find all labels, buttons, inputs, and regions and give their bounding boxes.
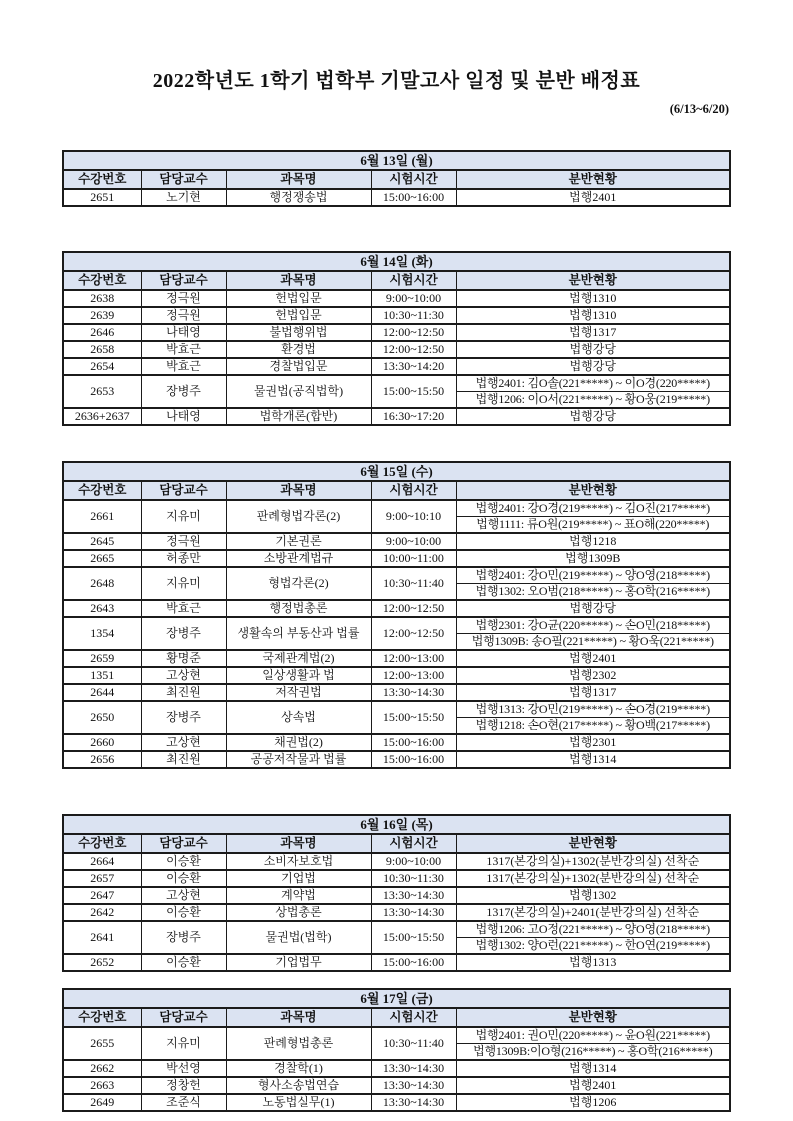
day-header-row [63, 462, 730, 481]
cell-assignment: 1317(본강의실)+2401(분반강의실) 선착순 [456, 904, 730, 921]
table-row [63, 870, 730, 887]
cell-subject: 노동법실무(1) [226, 1094, 371, 1111]
table-row [63, 904, 730, 921]
table-row [63, 307, 730, 324]
cell-course-no: 1354 [63, 617, 141, 650]
cell-subject: 기본권론 [226, 533, 371, 550]
cell-time: 9:00~10:00 [371, 853, 456, 870]
cell-assignment: 법행1317 [456, 684, 730, 701]
cell-subject: 헌법입문 [226, 307, 371, 324]
cell-time: 12:00~12:50 [371, 341, 456, 358]
cell-assignment: 법행2301 [456, 734, 730, 751]
cell-professor: 정창헌 [141, 1077, 226, 1094]
schedule-table-day-3 [62, 461, 731, 769]
cell-subject: 형사소송법연습 [226, 1077, 371, 1094]
cell-course-no: 2655 [63, 1027, 141, 1060]
cell-assignment: 법행1302: 양O런(221*****) ~ 한O연(219*****) [456, 938, 730, 955]
cell-subject: 계약법 [226, 887, 371, 904]
cell-subject: 소비자보호법 [226, 853, 371, 870]
cell-professor: 나태영 [141, 324, 226, 341]
cell-professor: 장병주 [141, 617, 226, 650]
cell-professor: 이승환 [141, 870, 226, 887]
day-header-row [63, 151, 730, 170]
cell-professor: 지유미 [141, 500, 226, 533]
day-header: 6월 16일 (목) [63, 815, 730, 834]
cell-course-no: 2660 [63, 734, 141, 751]
cell-professor: 최진원 [141, 751, 226, 768]
cell-time: 13:30~14:30 [371, 1094, 456, 1111]
column-header: 과목명 [226, 271, 371, 290]
cell-assignment: 법행강당 [456, 341, 730, 358]
day-header-row [63, 815, 730, 834]
table-row [63, 921, 730, 938]
column-header: 과목명 [226, 481, 371, 500]
cell-assignment: 법행1206 [456, 1094, 730, 1111]
cell-course-no: 2646 [63, 324, 141, 341]
cell-professor: 이승환 [141, 904, 226, 921]
cell-professor: 장병주 [141, 921, 226, 954]
cell-course-no: 2665 [63, 550, 141, 567]
cell-professor: 이승환 [141, 853, 226, 870]
cell-assignment: 법행2401: 권O민(220*****) ~ 윤O원(221*****) [456, 1027, 730, 1044]
day-header: 6월 14일 (화) [63, 252, 730, 271]
cell-time: 13:30~14:30 [371, 1077, 456, 1094]
column-header: 시험시간 [371, 834, 456, 853]
cell-professor: 지유미 [141, 1027, 226, 1060]
column-header: 분반현황 [456, 170, 730, 189]
cell-professor: 노기현 [141, 189, 226, 206]
cell-assignment: 법행강당 [456, 600, 730, 617]
column-header: 시험시간 [371, 1008, 456, 1027]
cell-time: 15:00~15:50 [371, 921, 456, 954]
cell-subject: 헌법입문 [226, 290, 371, 307]
column-header: 과목명 [226, 1008, 371, 1027]
cell-professor: 장병주 [141, 701, 226, 734]
cell-professor: 허종만 [141, 550, 226, 567]
cell-assignment: 법행1310 [456, 307, 730, 324]
cell-time: 15:00~16:00 [371, 751, 456, 768]
cell-subject: 행정쟁송법 [226, 189, 371, 206]
cell-subject: 경찰법입문 [226, 358, 371, 375]
cell-assignment: 법행1206: 고O정(221*****) ~ 양O영(218*****) [456, 921, 730, 938]
cell-subject: 판례형법총론 [226, 1027, 371, 1060]
cell-assignment: 법행2301: 강O균(220*****) ~ 손O민(218*****) [456, 617, 730, 634]
cell-assignment: 법행1302 [456, 887, 730, 904]
cell-assignment: 법행1218: 손O현(217*****) ~ 황O백(217*****) [456, 718, 730, 735]
table-row [63, 1094, 730, 1111]
cell-time: 10:00~11:00 [371, 550, 456, 567]
day-header: 6월 13일 (월) [63, 151, 730, 170]
cell-professor: 정극원 [141, 290, 226, 307]
cell-subject: 채권법(2) [226, 734, 371, 751]
cell-assignment: 법행2401 [456, 189, 730, 206]
cell-assignment: 법행1314 [456, 1060, 730, 1077]
cell-time: 12:00~13:00 [371, 667, 456, 684]
cell-assignment: 법행1309B [456, 550, 730, 567]
table-row [63, 617, 730, 634]
cell-assignment: 법행1302: 오O범(218*****) ~ 홍O학(216*****) [456, 584, 730, 601]
cell-course-no: 2648 [63, 567, 141, 600]
cell-assignment: 법행강당 [456, 408, 730, 425]
cell-assignment: 법행1313: 강O민(219*****) ~ 손O경(219*****) [456, 701, 730, 718]
cell-subject: 기업법 [226, 870, 371, 887]
cell-course-no: 2638 [63, 290, 141, 307]
cell-course-no: 2652 [63, 954, 141, 971]
cell-professor: 박선영 [141, 1060, 226, 1077]
cell-assignment: 법행강당 [456, 358, 730, 375]
day-header: 6월 15일 (수) [63, 462, 730, 481]
column-header: 담당교수 [141, 1008, 226, 1027]
cell-time: 9:00~10:10 [371, 500, 456, 533]
column-header: 수강번호 [63, 834, 141, 853]
cell-time: 12:00~12:50 [371, 600, 456, 617]
cell-assignment: 법행2401: 김O솔(221*****) ~ 이O경(220*****) [456, 375, 730, 392]
cell-course-no: 2643 [63, 600, 141, 617]
cell-professor: 고상현 [141, 667, 226, 684]
date-range: (6/13~6/20) [669, 102, 729, 116]
cell-subject: 형법각론(2) [226, 567, 371, 600]
table-row [63, 341, 730, 358]
column-header-row [63, 834, 730, 853]
cell-professor: 최진원 [141, 684, 226, 701]
table-row [63, 751, 730, 768]
cell-course-no: 2659 [63, 650, 141, 667]
cell-subject: 상속법 [226, 701, 371, 734]
cell-assignment: 법행1314 [456, 751, 730, 768]
cell-course-no: 2663 [63, 1077, 141, 1094]
cell-time: 13:30~14:30 [371, 1060, 456, 1077]
cell-course-no: 1351 [63, 667, 141, 684]
table-row [63, 290, 730, 307]
cell-subject: 불법행위법 [226, 324, 371, 341]
column-header: 분반현황 [456, 481, 730, 500]
column-header-row [63, 1008, 730, 1027]
cell-course-no: 2649 [63, 1094, 141, 1111]
cell-time: 9:00~10:00 [371, 533, 456, 550]
cell-assignment: 법행1309B:이O형(216*****) ~ 홍O학(216*****) [456, 1044, 730, 1061]
cell-assignment: 법행1313 [456, 954, 730, 971]
cell-time: 10:30~11:40 [371, 1027, 456, 1060]
column-header: 과목명 [226, 834, 371, 853]
table-row [63, 500, 730, 517]
cell-course-no: 2636+2637 [63, 408, 141, 425]
table-row [63, 358, 730, 375]
cell-course-no: 2662 [63, 1060, 141, 1077]
cell-time: 13:30~14:30 [371, 684, 456, 701]
column-header-row [63, 481, 730, 500]
cell-assignment: 1317(본강의실)+1302(분반강의실) 선착순 [456, 853, 730, 870]
schedule-table-day-5 [62, 988, 731, 1112]
cell-assignment: 법행2401 [456, 650, 730, 667]
table-row [63, 701, 730, 718]
cell-subject: 환경법 [226, 341, 371, 358]
table-row [63, 533, 730, 550]
cell-professor: 장병주 [141, 375, 226, 408]
table-row [63, 408, 730, 425]
cell-course-no: 2658 [63, 341, 141, 358]
cell-professor: 박효근 [141, 358, 226, 375]
cell-assignment: 법행1309B: 송O필(221*****) ~ 황O욱(221*****) [456, 634, 730, 651]
page-title: 2022학년도 1학기 법학부 기말고사 일정 및 분반 배정표 [152, 70, 641, 92]
cell-professor: 박효근 [141, 341, 226, 358]
cell-time: 12:00~13:00 [371, 650, 456, 667]
cell-assignment: 법행1111: 류O원(219*****) ~ 표O해(220*****) [456, 517, 730, 534]
cell-course-no: 2651 [63, 189, 141, 206]
cell-time: 10:30~11:30 [371, 307, 456, 324]
column-header: 시험시간 [371, 271, 456, 290]
cell-time: 13:30~14:20 [371, 358, 456, 375]
cell-time: 15:00~16:00 [371, 189, 456, 206]
day-header: 6월 17일 (금) [63, 989, 730, 1008]
cell-subject: 소방관계법규 [226, 550, 371, 567]
cell-time: 12:00~12:50 [371, 617, 456, 650]
cell-subject: 물권법(법학) [226, 921, 371, 954]
cell-course-no: 2661 [63, 500, 141, 533]
cell-subject: 저작권법 [226, 684, 371, 701]
table-row [63, 189, 730, 206]
cell-professor: 이승환 [141, 954, 226, 971]
column-header: 수강번호 [63, 271, 141, 290]
cell-time: 13:30~14:30 [371, 887, 456, 904]
cell-course-no: 2642 [63, 904, 141, 921]
cell-time: 15:00~15:50 [371, 701, 456, 734]
cell-professor: 정극원 [141, 533, 226, 550]
cell-time: 10:30~11:30 [371, 870, 456, 887]
schedule-table-day-1 [62, 150, 731, 207]
cell-subject: 판례형법각론(2) [226, 500, 371, 533]
cell-subject: 행정법총론 [226, 600, 371, 617]
column-header: 수강번호 [63, 170, 141, 189]
cell-subject: 법학개론(합반) [226, 408, 371, 425]
column-header: 수강번호 [63, 481, 141, 500]
cell-course-no: 2654 [63, 358, 141, 375]
column-header: 수강번호 [63, 1008, 141, 1027]
table-row [63, 853, 730, 870]
table-row [63, 887, 730, 904]
cell-course-no: 2647 [63, 887, 141, 904]
cell-time: 15:00~15:50 [371, 375, 456, 408]
schedule-table-day-4 [62, 814, 731, 972]
column-header: 담당교수 [141, 271, 226, 290]
cell-professor: 조준식 [141, 1094, 226, 1111]
cell-professor: 고상현 [141, 887, 226, 904]
cell-assignment: 법행2401 [456, 1077, 730, 1094]
table-row [63, 600, 730, 617]
column-header: 담당교수 [141, 481, 226, 500]
cell-subject: 경찰학(1) [226, 1060, 371, 1077]
cell-assignment: 법행1218 [456, 533, 730, 550]
day-header-row [63, 252, 730, 271]
table-row [63, 954, 730, 971]
cell-subject: 일상생활과 법 [226, 667, 371, 684]
cell-assignment: 1317(본강의실)+1302(분반강의실) 선착순 [456, 870, 730, 887]
table-row [63, 684, 730, 701]
cell-professor: 정극원 [141, 307, 226, 324]
cell-time: 13:30~14:30 [371, 904, 456, 921]
cell-professor: 지유미 [141, 567, 226, 600]
table-row [63, 375, 730, 392]
cell-subject: 공공저작물과 법률 [226, 751, 371, 768]
table-row [63, 324, 730, 341]
cell-course-no: 2657 [63, 870, 141, 887]
column-header-row [63, 271, 730, 290]
cell-time: 10:30~11:40 [371, 567, 456, 600]
cell-professor: 박효근 [141, 600, 226, 617]
cell-time: 15:00~16:00 [371, 734, 456, 751]
cell-professor: 나태영 [141, 408, 226, 425]
cell-course-no: 2650 [63, 701, 141, 734]
cell-course-no: 2664 [63, 853, 141, 870]
table-row [63, 1027, 730, 1044]
cell-course-no: 2653 [63, 375, 141, 408]
table-row [63, 667, 730, 684]
day-header-row [63, 989, 730, 1008]
cell-course-no: 2639 [63, 307, 141, 324]
cell-assignment: 법행1310 [456, 290, 730, 307]
column-header: 담당교수 [141, 170, 226, 189]
cell-professor: 황명준 [141, 650, 226, 667]
cell-time: 12:00~12:50 [371, 324, 456, 341]
table-row [63, 550, 730, 567]
column-header: 분반현황 [456, 271, 730, 290]
cell-subject: 상법총론 [226, 904, 371, 921]
column-header-row [63, 170, 730, 189]
cell-assignment: 법행2302 [456, 667, 730, 684]
cell-subject: 물권법(공직법학) [226, 375, 371, 408]
table-row [63, 734, 730, 751]
table-row [63, 1077, 730, 1094]
cell-time: 9:00~10:00 [371, 290, 456, 307]
column-header: 분반현황 [456, 834, 730, 853]
cell-assignment: 법행1317 [456, 324, 730, 341]
column-header: 분반현황 [456, 1008, 730, 1027]
column-header: 시험시간 [371, 481, 456, 500]
column-header: 과목명 [226, 170, 371, 189]
cell-assignment: 법행2401: 강O민(219*****) ~ 양O영(218*****) [456, 567, 730, 584]
cell-subject: 기업법무 [226, 954, 371, 971]
cell-time: 15:00~16:00 [371, 954, 456, 971]
cell-assignment: 법행1206: 이O서(221*****) ~ 황O웅(219*****) [456, 392, 730, 409]
cell-course-no: 2656 [63, 751, 141, 768]
table-row [63, 567, 730, 584]
cell-course-no: 2644 [63, 684, 141, 701]
table-row [63, 1060, 730, 1077]
cell-course-no: 2641 [63, 921, 141, 954]
column-header: 시험시간 [371, 170, 456, 189]
cell-professor: 고상현 [141, 734, 226, 751]
column-header: 담당교수 [141, 834, 226, 853]
cell-subject: 생활속의 부동산과 법률 [226, 617, 371, 650]
table-row [63, 650, 730, 667]
schedule-tables [62, 150, 731, 1112]
cell-course-no: 2645 [63, 533, 141, 550]
cell-assignment: 법행2401: 강O경(219*****) ~ 김O진(217*****) [456, 500, 730, 517]
cell-time: 16:30~17:20 [371, 408, 456, 425]
cell-subject: 국제관계법(2) [226, 650, 371, 667]
schedule-table-day-2 [62, 251, 731, 426]
